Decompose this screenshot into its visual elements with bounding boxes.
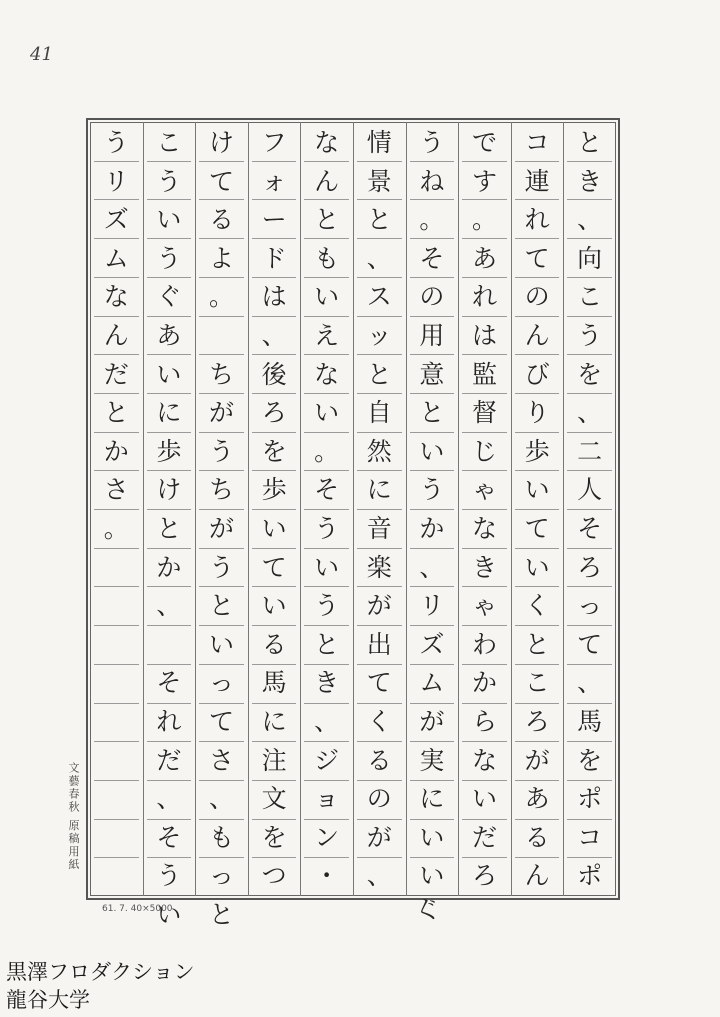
- manuscript-character: い: [314, 552, 340, 582]
- manuscript-character: う: [156, 243, 182, 273]
- manuscript-character: え: [314, 320, 340, 350]
- manuscript-character: 歩: [156, 436, 182, 466]
- manuscript-character: こ: [156, 128, 182, 157]
- grid-row-line: [94, 741, 139, 742]
- manuscript-character: て: [261, 552, 287, 582]
- manuscript-character: そ: [419, 243, 445, 273]
- manuscript-character: に: [156, 398, 182, 428]
- manuscript-character: 向: [577, 243, 603, 273]
- manuscript-character: り: [524, 398, 550, 428]
- manuscript-character: の: [524, 282, 550, 312]
- manuscript-character: い: [524, 475, 550, 505]
- manuscript-character: か: [156, 552, 182, 582]
- manuscript-character: て: [577, 629, 603, 659]
- manuscript-character: ョ: [314, 784, 340, 814]
- manuscript-character: ら: [471, 706, 497, 736]
- manuscript-character: 景: [366, 166, 392, 196]
- manuscript-character: ズ: [419, 629, 445, 659]
- grid-row-line: [94, 586, 139, 587]
- manuscript-character: す: [471, 166, 497, 196]
- manuscript-character: ー: [261, 205, 287, 235]
- manuscript-character: 、: [577, 205, 603, 235]
- manuscript-character: と: [103, 398, 129, 428]
- manuscript-character: フ: [261, 128, 287, 157]
- manuscript-character: ろ: [577, 552, 603, 582]
- manuscript-character: て: [524, 513, 550, 543]
- manuscript-character: き: [471, 552, 497, 582]
- manuscript-character: ス: [366, 282, 392, 312]
- manuscript-character: う: [208, 552, 234, 582]
- manuscript-character: ォ: [261, 166, 287, 196]
- manuscript-character: あ: [156, 320, 182, 350]
- watermark-line-2: 龍谷大学: [6, 988, 90, 1012]
- manuscript-character: う: [103, 128, 129, 157]
- manuscript-character: を: [577, 359, 603, 389]
- manuscript-character: 意: [419, 359, 445, 389]
- manuscript-character: が: [419, 706, 445, 736]
- manuscript-character: に: [261, 706, 287, 736]
- manuscript-character: ち: [208, 475, 234, 505]
- manuscript-character: 然: [366, 436, 392, 466]
- manuscript-character: ポ: [577, 784, 603, 814]
- manuscript-character: と: [577, 128, 603, 157]
- manuscript-character: 。: [314, 436, 340, 466]
- manuscript-character: っ: [208, 668, 234, 698]
- manuscript-column: [411, 124, 453, 896]
- manuscript-character: だ: [156, 745, 182, 775]
- manuscript-character: 。: [471, 205, 497, 235]
- manuscript-character: ド: [261, 243, 287, 273]
- manuscript-character: を: [577, 745, 603, 775]
- manuscript-character: 、: [314, 706, 340, 736]
- manuscript-character: ゃ: [471, 591, 497, 621]
- manuscript-character: 人: [577, 475, 603, 505]
- manuscript-character: ん: [103, 320, 129, 350]
- manuscript-character: わ: [471, 629, 497, 659]
- manuscript-character: と: [156, 513, 182, 543]
- manuscript-character: か: [103, 436, 129, 466]
- manuscript-character: と: [314, 205, 340, 235]
- manuscript-character: に: [366, 475, 392, 505]
- manuscript-character: い: [419, 436, 445, 466]
- manuscript-character: い: [261, 591, 287, 621]
- manuscript-character: さ: [208, 745, 234, 775]
- manuscript-character: な: [471, 513, 497, 543]
- manuscript-character: と: [366, 205, 392, 235]
- manuscript-character: そ: [314, 475, 340, 505]
- manuscript-character: ム: [419, 668, 445, 698]
- manuscript-character: ゃ: [471, 475, 497, 505]
- manuscript-character: も: [208, 822, 234, 852]
- grid-row-line: [94, 664, 139, 665]
- manuscript-character: 二: [577, 436, 603, 466]
- manuscript-character: 。: [419, 205, 445, 235]
- manuscript-character: つ: [261, 861, 287, 891]
- grid-column-line: [511, 122, 512, 896]
- manuscript-character: と: [419, 398, 445, 428]
- manuscript-character: 情: [366, 128, 392, 157]
- manuscript-character: 注: [261, 745, 287, 775]
- manuscript-character: ッ: [366, 320, 392, 350]
- grid-row-line: [94, 703, 139, 704]
- manuscript-character: 自: [366, 398, 392, 428]
- manuscript-character: ジ: [314, 745, 340, 775]
- manuscript-character: 用: [419, 320, 445, 350]
- manuscript-character: う: [419, 475, 445, 505]
- manuscript-character: が: [524, 745, 550, 775]
- manuscript-character: ン: [314, 822, 340, 852]
- manuscript-character: 、: [366, 861, 392, 891]
- manuscript-character: ん: [524, 861, 550, 891]
- manuscript-character: 、: [156, 784, 182, 814]
- manuscript-character: れ: [471, 282, 497, 312]
- manuscript-character: が: [366, 591, 392, 621]
- manuscript-character: う: [156, 861, 182, 891]
- manuscript-character: 、: [577, 668, 603, 698]
- manuscript-character: っ: [577, 591, 603, 621]
- manuscript-character: な: [314, 359, 340, 389]
- manuscript-character: い: [156, 899, 182, 929]
- manuscript-character: 実: [419, 745, 445, 775]
- manuscript-character: ろ: [471, 861, 497, 891]
- manuscript-character: の: [419, 282, 445, 312]
- manuscript-character: だ: [103, 359, 129, 389]
- manuscript-character: ん: [524, 320, 550, 350]
- manuscript-character: ポ: [577, 861, 603, 891]
- manuscript-character: い: [524, 552, 550, 582]
- manuscript-character: て: [366, 668, 392, 698]
- manuscript-character: て: [524, 243, 550, 273]
- manuscript-character: き: [314, 668, 340, 698]
- grid-column-line: [300, 122, 301, 896]
- manuscript-character: か: [471, 668, 497, 698]
- manuscript-character: て: [208, 166, 234, 196]
- manuscript-character: う: [577, 320, 603, 350]
- manuscript-character: も: [314, 243, 340, 273]
- manuscript-character: は: [471, 320, 497, 350]
- manuscript-character: る: [524, 822, 550, 852]
- manuscript-character: と: [314, 629, 340, 659]
- manuscript-character: 、: [156, 591, 182, 621]
- manuscript-character: だ: [471, 822, 497, 852]
- manuscript-character: あ: [524, 784, 550, 814]
- watermark-line-1: 黒澤フロダクション: [6, 960, 195, 984]
- manuscript-character: 馬: [261, 668, 287, 698]
- manuscript-character: 出: [366, 629, 392, 659]
- manuscript-character: い: [208, 629, 234, 659]
- manuscript-character: き: [577, 166, 603, 196]
- manuscript-character: ろ: [261, 398, 287, 428]
- manuscript-character: コ: [577, 822, 603, 852]
- manuscript-character: 監: [471, 359, 497, 389]
- manuscript-character: [201, 317, 243, 356]
- grid-column-line: [406, 122, 407, 896]
- manuscript-column: [464, 124, 506, 896]
- manuscript-character: う: [208, 436, 234, 466]
- publisher-label: 文藝春秋 原稿用紙: [67, 762, 80, 872]
- manuscript-character: そ: [156, 668, 182, 698]
- manuscript-character: リ: [419, 591, 445, 621]
- manuscript-character: が: [366, 822, 392, 852]
- manuscript-character: ん: [314, 166, 340, 196]
- manuscript-character: 。: [103, 513, 129, 543]
- manuscript-character: う: [156, 166, 182, 196]
- manuscript-character: ね: [419, 166, 445, 196]
- manuscript-column: [253, 124, 295, 896]
- manuscript-character: び: [524, 359, 550, 389]
- grid-column-line: [248, 122, 249, 896]
- manuscript-character: と: [208, 591, 234, 621]
- manuscript-character: ぐ: [156, 282, 182, 312]
- manuscript-character: か: [419, 513, 445, 543]
- manuscript-character: っ: [208, 861, 234, 891]
- manuscript-character: 、: [366, 243, 392, 273]
- manuscript-character: れ: [524, 205, 550, 235]
- grid-column-line: [563, 122, 564, 896]
- manuscript-character: て: [208, 706, 234, 736]
- manuscript-character: コ: [524, 128, 550, 157]
- manuscript-character: に: [419, 784, 445, 814]
- manuscript-character: け: [156, 475, 182, 505]
- manuscript-character: 、: [419, 552, 445, 582]
- manuscript-character: と: [208, 899, 234, 929]
- manuscript-column: [201, 124, 243, 934]
- grid-row-line: [94, 819, 139, 820]
- watermark: [6, 958, 195, 1014]
- manuscript-character: ム: [103, 243, 129, 273]
- manuscript-character: い: [419, 822, 445, 852]
- manuscript-character: い: [419, 861, 445, 891]
- manuscript-character: [148, 626, 190, 665]
- manuscript-character: が: [208, 513, 234, 543]
- manuscript-character: な: [103, 282, 129, 312]
- margin-note: ぐ: [410, 892, 446, 930]
- manuscript-character: ズ: [103, 205, 129, 235]
- manuscript-character: る: [366, 745, 392, 775]
- grid-column-line: [195, 122, 196, 896]
- page-number: 41: [30, 44, 53, 65]
- manuscript-character: 。: [208, 282, 234, 312]
- manuscript-column: [569, 124, 611, 896]
- manuscript-character: じ: [471, 436, 497, 466]
- manuscript-character: の: [366, 784, 392, 814]
- manuscript-character: ろ: [524, 706, 550, 736]
- manuscript-character: と: [524, 629, 550, 659]
- manuscript-character: う: [314, 513, 340, 543]
- manuscript-character: そ: [577, 513, 603, 543]
- manuscript-character: う: [419, 128, 445, 157]
- manuscript-column: [306, 124, 348, 896]
- manuscript-character: 後: [261, 359, 287, 389]
- manuscript-character: そ: [156, 822, 182, 852]
- manuscript-character: こ: [577, 282, 603, 312]
- manuscript-character: い: [156, 205, 182, 235]
- manuscript-character: い: [471, 784, 497, 814]
- manuscript-character: 歩: [261, 475, 287, 505]
- manuscript-character: ・: [314, 861, 340, 891]
- manuscript-character: リ: [103, 166, 129, 196]
- manuscript-character: い: [156, 359, 182, 389]
- manuscript-character: ち: [208, 359, 234, 389]
- manuscript-character: が: [208, 398, 234, 428]
- manuscript-character: る: [261, 629, 287, 659]
- manuscript-character: を: [261, 822, 287, 852]
- manuscript-character: 楽: [366, 552, 392, 582]
- grid-column-line: [458, 122, 459, 896]
- manuscript-character: 音: [366, 513, 392, 543]
- manuscript-column: [358, 124, 400, 896]
- manuscript-character: 、: [261, 320, 287, 350]
- manuscript-character: さ: [103, 475, 129, 505]
- manuscript-character: こ: [524, 668, 550, 698]
- manuscript-character: 、: [577, 398, 603, 428]
- manuscript-character: 歩: [524, 436, 550, 466]
- manuscript-character: 馬: [577, 706, 603, 736]
- manuscript-character: 、: [208, 784, 234, 814]
- manuscript-character: な: [314, 128, 340, 157]
- form-code: 61. 7. 40×5000: [102, 904, 173, 914]
- manuscript-character: な: [471, 745, 497, 775]
- manuscript-character: い: [261, 513, 287, 543]
- manuscript-character: 文: [261, 784, 287, 814]
- grid-column-line: [353, 122, 354, 896]
- grid-row-line: [94, 625, 139, 626]
- manuscript-character: る: [208, 205, 234, 235]
- manuscript-character: は: [261, 282, 287, 312]
- manuscript-character: と: [366, 359, 392, 389]
- manuscript-character: く: [524, 591, 550, 621]
- manuscript-column: [95, 124, 137, 549]
- grid-row-line: [94, 780, 139, 781]
- manuscript-character: い: [314, 282, 340, 312]
- manuscript-character: あ: [471, 243, 497, 273]
- manuscript-character: を: [261, 436, 287, 466]
- manuscript-character: 督: [471, 398, 497, 428]
- manuscript-character: う: [314, 591, 340, 621]
- manuscript-character: で: [471, 128, 497, 157]
- manuscript-character: け: [208, 128, 234, 157]
- manuscript-column: [516, 124, 558, 896]
- manuscript-column: [148, 124, 190, 934]
- manuscript-character: よ: [208, 243, 234, 273]
- manuscript-character: れ: [156, 706, 182, 736]
- grid-column-line: [143, 122, 144, 896]
- manuscript-character: い: [314, 398, 340, 428]
- manuscript-character: 連: [524, 166, 550, 196]
- grid-row-line: [94, 857, 139, 858]
- manuscript-character: く: [366, 706, 392, 736]
